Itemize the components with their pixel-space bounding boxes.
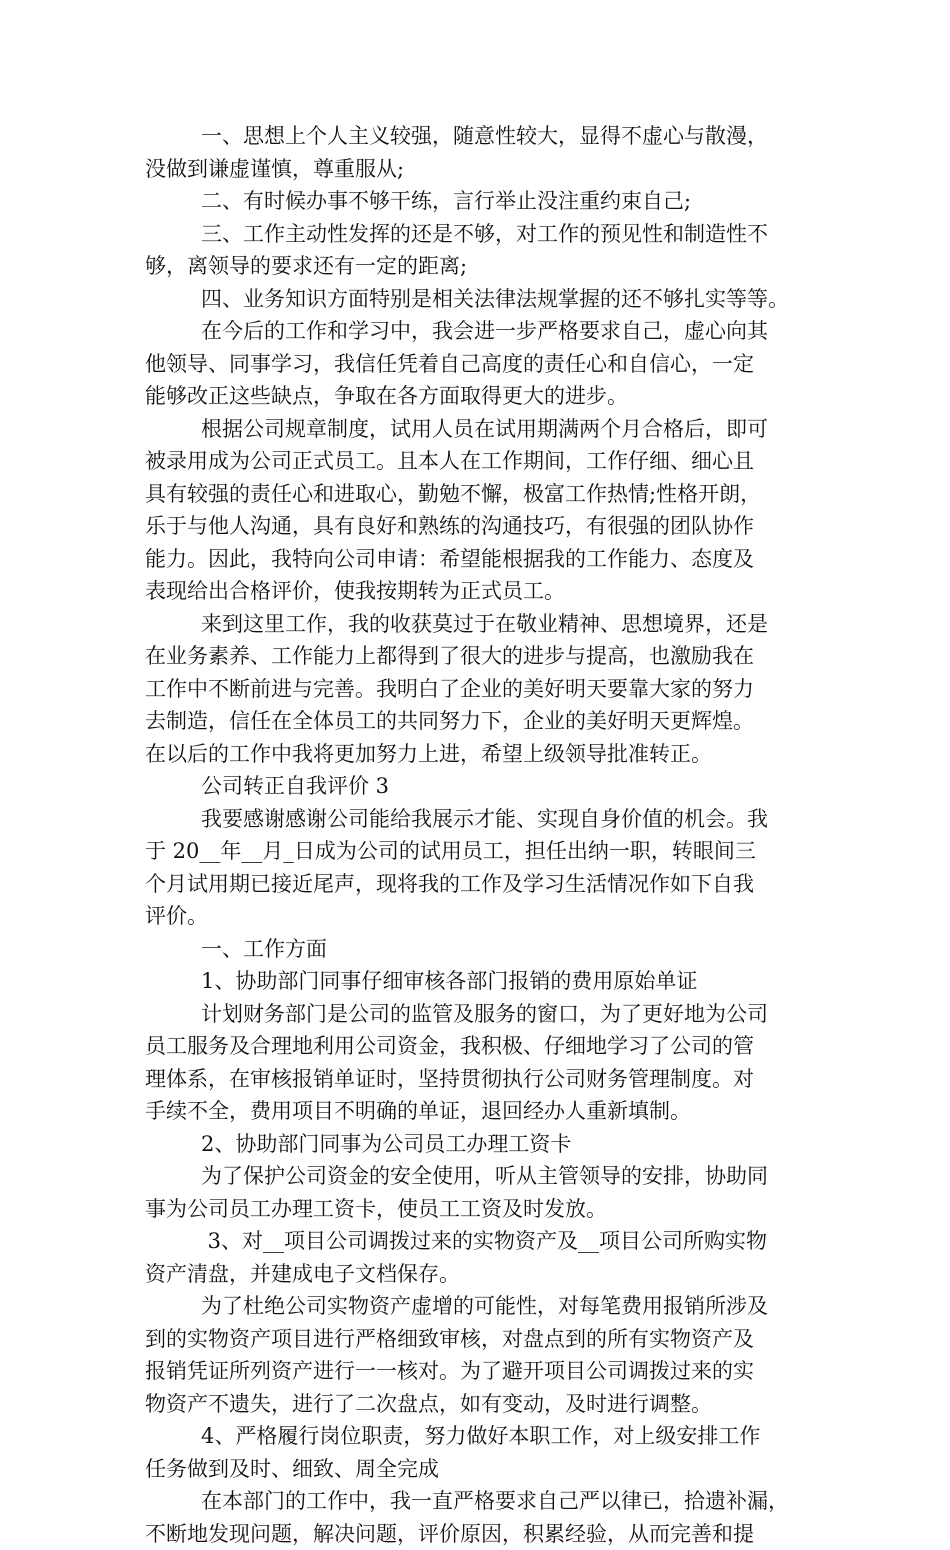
- text-line: 三、工作主动性发挥的还是不够，对工作的预见性和制造性不: [145, 218, 825, 251]
- text-line: 根据公司规章制度，试用人员在试用期满两个月合格后，即可: [145, 413, 825, 446]
- text-line: 不断地发现问题，解决问题，评价原因，积累经验，从而完善和提: [145, 1518, 825, 1550]
- text-line: 4、严格履行岗位职责，努力做好本职工作，对上级安排工作: [145, 1420, 825, 1453]
- text-line: 在今后的工作和学习中，我会进一步严格要求自己，虚心向其: [145, 315, 825, 348]
- text-line: 为了杜绝公司实物资产虚增的可能性，对每笔费用报销所涉及: [145, 1290, 825, 1323]
- text-line: 具有较强的责任心和进取心，勤勉不懈，极富工作热情;性格开朗，: [145, 478, 825, 511]
- text-line: 一、思想上个人主义较强，随意性较大，显得不虚心与散漫，: [145, 120, 825, 153]
- text-line: 计划财务部门是公司的监管及服务的窗口，为了更好地为公司: [145, 998, 825, 1031]
- text-line: 能力。因此，我特向公司申请：希望能根据我的工作能力、态度及: [145, 543, 825, 576]
- text-line: 物资产不遗失，进行了二次盘点，如有变动，及时进行调整。: [145, 1388, 825, 1421]
- text-line: 为了保护公司资金的安全使用，听从主管领导的安排，协助同: [145, 1160, 825, 1193]
- text-line: 来到这里工作，我的收获莫过于在敬业精神、思想境界，还是: [145, 608, 825, 641]
- text-line: 能够改正这些缺点，争取在各方面取得更大的进步。: [145, 380, 825, 413]
- text-line: 工作中不断前进与完善。我明白了企业的美好明天要靠大家的努力: [145, 673, 825, 706]
- text-line: 报销凭证所列资产进行一一核对。为了避开项目公司调拨过来的实: [145, 1355, 825, 1388]
- text-line: 他领导、同事学习，我信任凭着自己高度的责任心和自信心，一定: [145, 348, 825, 381]
- text-line: 1、协助部门同事仔细审核各部门报销的费用原始单证: [145, 965, 825, 998]
- text-line: 没做到谦虚谨慎，尊重服从;: [145, 153, 825, 186]
- text-line: 公司转正自我评价 3: [145, 770, 825, 803]
- text-line: 员工服务及合理地利用公司资金，我积极、仔细地学习了公司的管: [145, 1030, 825, 1063]
- text-line: 于 20__年__月_日成为公司的试用员工，担任出纳一职，转眼间三: [145, 835, 825, 868]
- text-line: 二、有时候办事不够干练，言行举止没注重约束自己;: [145, 185, 825, 218]
- text-line: 我要感谢感谢公司能给我展示才能、实现自身价值的机会。我: [145, 803, 825, 836]
- text-line: 3、对__项目公司调拨过来的实物资产及__项目公司所购实物: [145, 1225, 825, 1258]
- text-line: 够，离领导的要求还有一定的距离;: [145, 250, 825, 283]
- text-line: 被录用成为公司正式员工。且本人在工作期间，工作仔细、细心且: [145, 445, 825, 478]
- text-line: 乐于与他人沟通，具有良好和熟练的沟通技巧，有很强的团队协作: [145, 510, 825, 543]
- text-line: 个月试用期已接近尾声，现将我的工作及学习生活情况作如下自我: [145, 868, 825, 901]
- text-line: 到的实物资产项目进行严格细致审核，对盘点到的所有实物资产及: [145, 1323, 825, 1356]
- text-line: 理体系，在审核报销单证时，坚持贯彻执行公司财务管理制度。对: [145, 1063, 825, 1096]
- text-line: 表现给出合格评价，使我按期转为正式员工。: [145, 575, 825, 608]
- text-line: 2、协助部门同事为公司员工办理工资卡: [145, 1128, 825, 1161]
- text-line: 四、业务知识方面特别是相关法律法规掌握的还不够扎实等等。: [145, 283, 825, 316]
- document-body: [145, 120, 825, 1550]
- text-line: 在本部门的工作中，我一直严格要求自己严以律已，拾遗补漏，: [145, 1485, 825, 1518]
- text-line: 在以后的工作中我将更加努力上进，希望上级领导批准转正。: [145, 738, 825, 771]
- text-line: 一、工作方面: [145, 933, 825, 966]
- text-line: 事为公司员工办理工资卡，使员工工资及时发放。: [145, 1193, 825, 1226]
- text-line: 在业务素养、工作能力上都得到了很大的进步与提高，也激励我在: [145, 640, 825, 673]
- text-line: 评价。: [145, 900, 825, 933]
- text-line: 资产清盘，并建成电子文档保存。: [145, 1258, 825, 1291]
- text-line: 去制造，信任在全体员工的共同努力下，企业的美好明天更辉煌。: [145, 705, 825, 738]
- text-line: 任务做到及时、细致、周全完成: [145, 1453, 825, 1486]
- text-line: 手续不全，费用项目不明确的单证，退回经办人重新填制。: [145, 1095, 825, 1128]
